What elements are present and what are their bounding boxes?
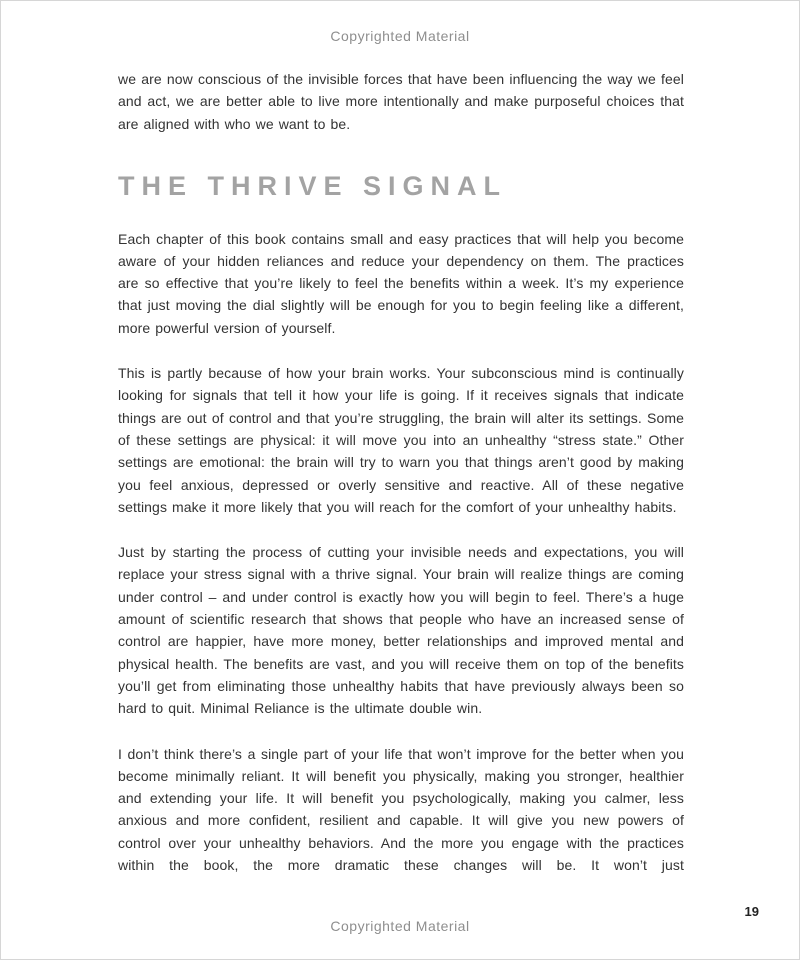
- body-paragraph-2: This is partly because of how your brain works. Your subconscious mind is continually looking for signals that tell it how your life is going. If it receives signals that indicate things are out of control and that you’re struggling, the brain will alter its settings. Some of these settings are physical: it will move you into an unhealthy “stress state.” Other settings are emotional: the brain will try to warn you that things aren’t good by making you feel anxious, depressed or overly sensitive and reactive. All of these negative settings make it more likely that you will reach for the comfort of your unhealthy habits.: [118, 365, 684, 515]
- body-paragraph-1: Each chapter of this book contains small and easy practices that will help you become aware of your hidden reliances and reduce your dependency on them. The practices are so effective that you’re likely to feel the benefits within a week. It’s my experience that just moving the dial slightly will be enough for you to begin feeling like a different, more powerful version of yourself.: [118, 230, 684, 336]
- copyright-notice-top: Copyrighted Material: [330, 28, 470, 44]
- page-number: 19: [744, 904, 759, 919]
- body-paragraph-3: Just by starting the process of cutting your invisible needs and expectations, you will replace your stress signal with a thrive signal. Your brain will realize things are coming under control – and under control is exactly how you will begin to feel. There’s a huge amount of scientific research that shows that people who have an increased sense of control are happier, have more money, better relationships and improved mental and physical health. The benefits are vast, and you will receive them on top of the benefits you’ll get from eliminating those unhealthy habits that have previously always been so hard to quit. Minimal Reliance is the ultimate double win.: [118, 544, 684, 717]
- copyright-notice-bottom: Copyrighted Material: [330, 918, 470, 934]
- section-heading: THE THRIVE SIGNAL: [118, 170, 508, 201]
- intro-paragraph: we are now conscious of the invisible forces that have been influencing the way we feel and act, we are better able to live more intentionally and make purposeful choices that are aligned with who we want to be.: [118, 71, 684, 132]
- page-content: [118, 68, 684, 876]
- body-paragraph-4: I don’t think there’s a single part of your life that won’t improve for the better when you become minimally reliant. It will benefit you physically, making you stronger, healthier and extending your life. It will benefit you psychologically, making you calmer, less anxious and more confident, resilient and capable. It will give you new powers of control over your unhealthy behaviors. And the more you engage with the practices within the book, the more dramatic these changes will be. It won’t just: [118, 745, 684, 873]
